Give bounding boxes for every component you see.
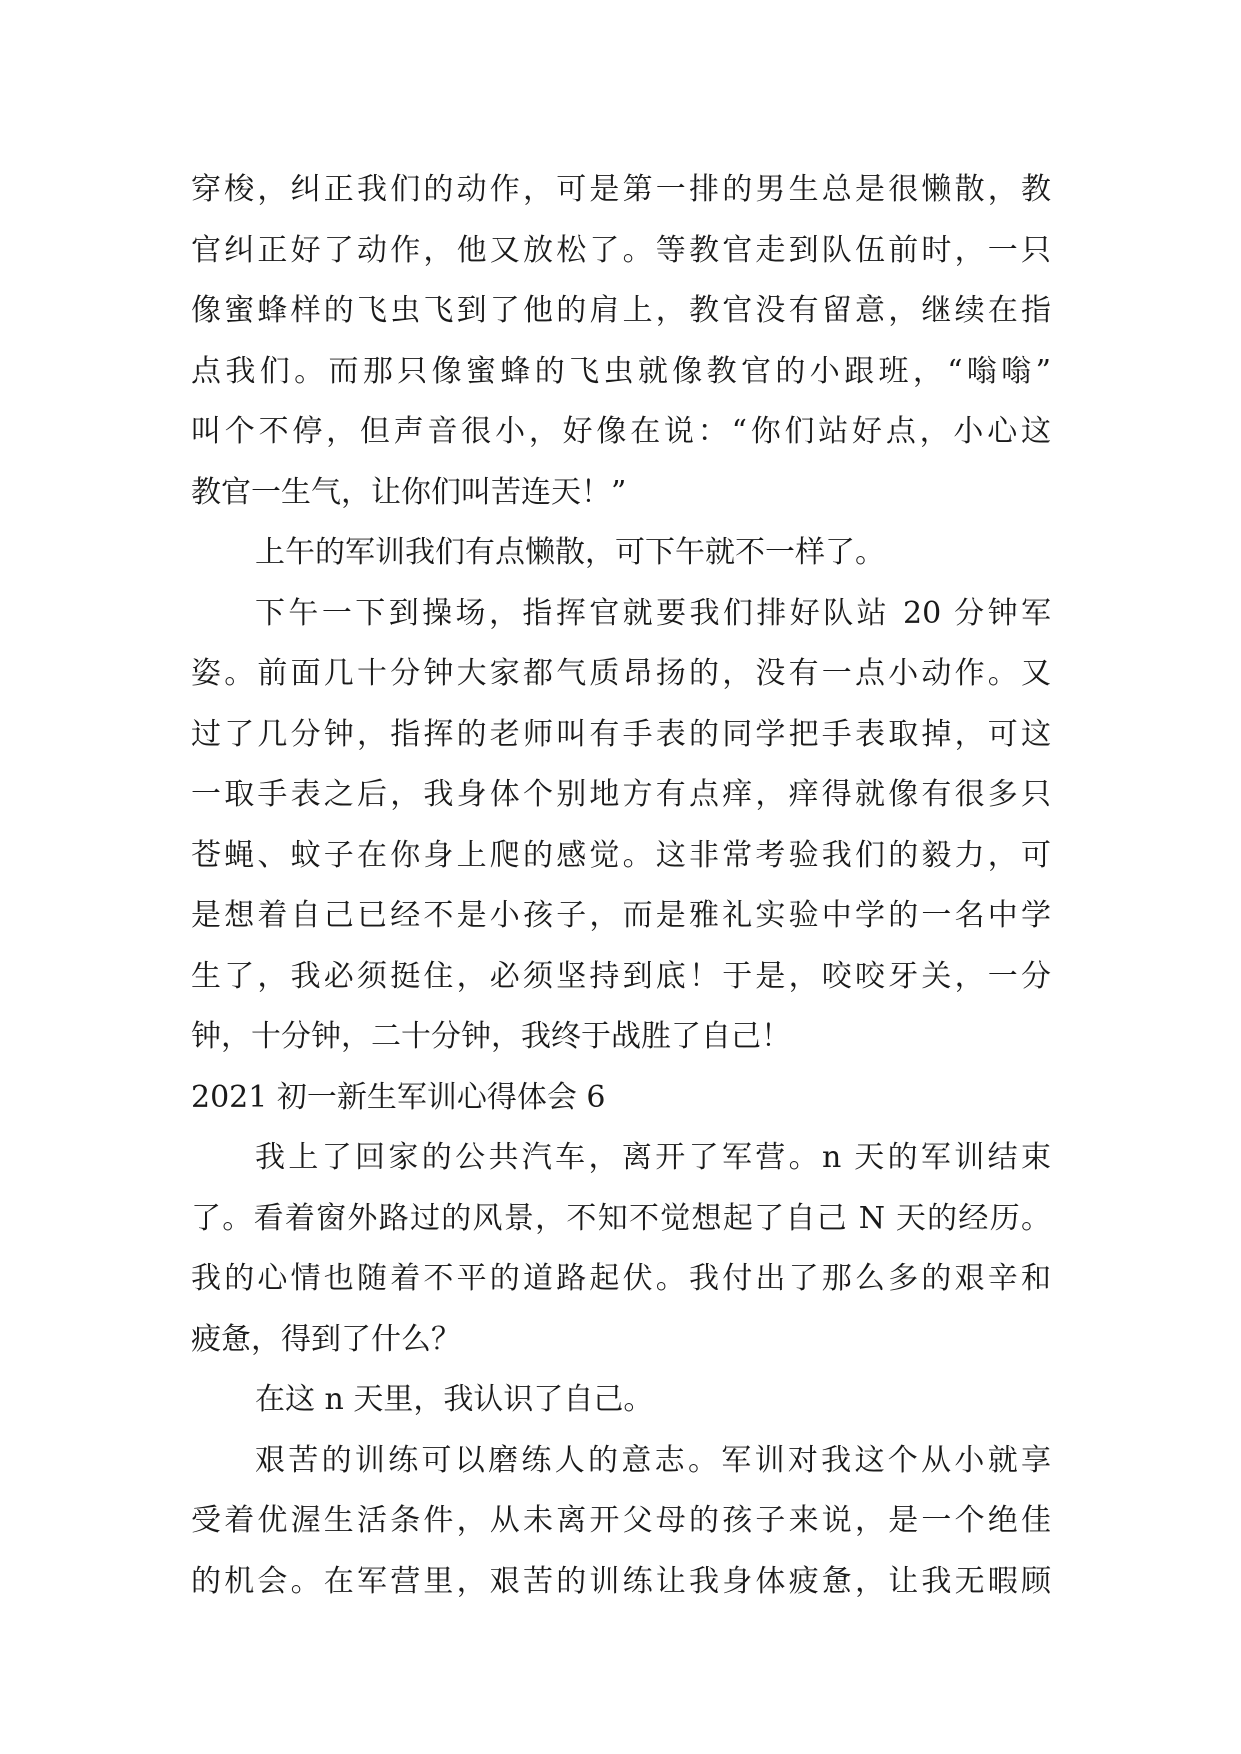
text-line: 姿。前面几十分钟大家都气质昂扬的，没有一点小动作。又 [191, 656, 1051, 691]
paragraph-start-line: 我上了回家的公共汽车，离开了军营。n 天的军训结束 [255, 1140, 1051, 1175]
text-line: 穿梭，纠正我们的动作，可是第一排的男生总是很懒散，教 [191, 172, 1051, 207]
text-line: 像蜜蜂样的飞虫飞到了他的肩上，教官没有留意，继续在指 [191, 293, 1051, 328]
text-line: 受着优渥生活条件，从未离开父母的孩子来说，是一个绝佳 [191, 1503, 1051, 1538]
text-line: 苍蝇、蚊子在你身上爬的感觉。这非常考验我们的毅力，可 [191, 837, 1051, 873]
text-line: 钟，十分钟，二十分钟，我终于战胜了自己！ [191, 1019, 791, 1054]
text-line: 叫个不停，但声音很小，好像在说：“你们站好点，小心这 [191, 414, 1051, 449]
text-line: 官纠正好了动作，他又放松了。等教官走到队伍前时，一只 [191, 232, 1051, 268]
paragraph-start-line: 艰苦的训练可以磨练人的意志。军训对我这个从小就享 [255, 1442, 1051, 1478]
paragraph-start-line: 在这 n 天里，我认识了自己。 [255, 1382, 654, 1417]
paragraph-start-line: 下午一下到操场，指挥官就要我们排好队站 20 分钟军 [255, 595, 1051, 631]
text-line: 的机会。在军营里，艰苦的训练让我身体疲惫，让我无暇顾 [191, 1563, 1051, 1599]
document-body [191, 160, 1051, 1612]
text-line: 了。看着窗外路过的风景，不知不觉想起了自己 N 天的经历。 [191, 1200, 1051, 1236]
text-line: 过了几分钟，指挥的老师叫有手表的同学把手表取掉，可这 [191, 716, 1051, 752]
text-line: 教官一生气，让你们叫苦连天！” [191, 474, 627, 510]
text-line: 生了，我必须挺住，必须坚持到底！于是，咬咬牙关，一分 [191, 958, 1051, 994]
paragraph-start-line: 上午的军训我们有点懒散，可下午就不一样了。 [255, 535, 885, 570]
text-line: 我的心情也随着不平的道路起伏。我付出了那么多的艰辛和 [191, 1261, 1051, 1296]
text-line: 一取手表之后，我身体个别地方有点痒，痒得就像有很多只 [191, 777, 1051, 812]
text-line: 点我们。而那只像蜜蜂的飞虫就像教官的小跟班，“嗡嗡” [191, 353, 1051, 389]
text-line: 疲惫，得到了什么？ [191, 1321, 461, 1357]
section-heading: 2021 初一新生军训心得体会 6 [191, 1079, 606, 1115]
text-line: 是想着自己已经不是小孩子，而是雅礼实验中学的一名中学 [191, 898, 1051, 933]
